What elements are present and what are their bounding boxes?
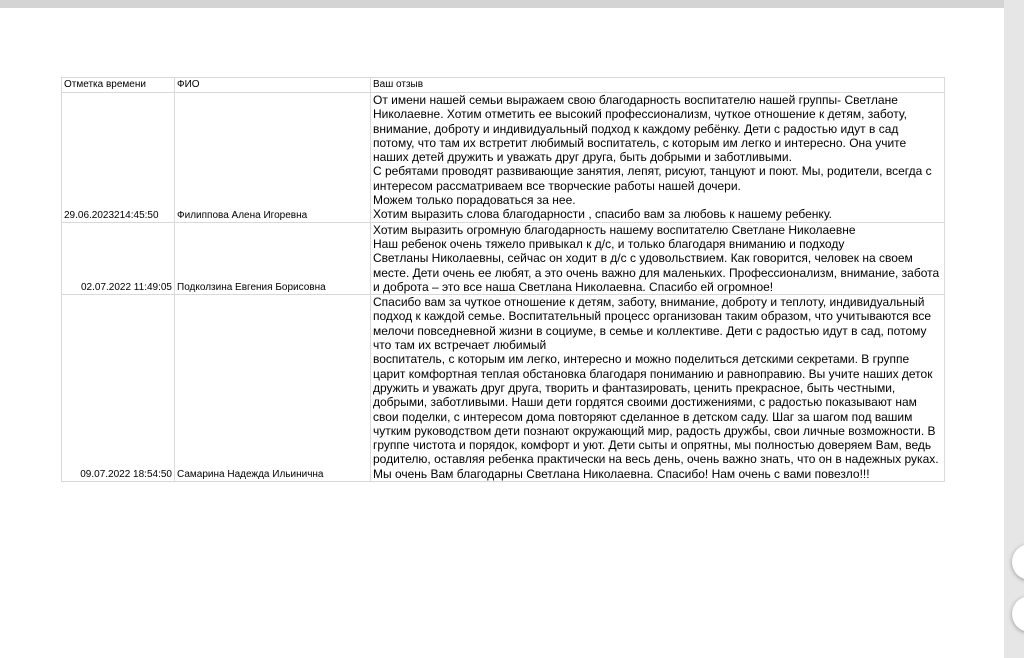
row-timestamp: 29.06.2023214:45:50 (62, 93, 175, 223)
table-row (62, 295, 945, 482)
row-name: Филиппова Алена Игоревна (175, 93, 371, 223)
table-header-row (62, 78, 945, 93)
reviews-table (61, 77, 945, 482)
row-timestamp: 09.07.2022 18:54:50 (62, 295, 175, 482)
row-review: От имени нашей семьи выражаем свою благодарность воспитателю нашей группы- Светлане Николаевне. Хотим отметить ее высокий профессионализм, чуткое отношение к детям, заботу, внимание, доброту и индивидуальный подход к каждому ребёнку. Дети с радостью идут в сад потому, что там их встретит любимый воспитатель, с которым им легко и интересно. Она учите наших детей дружить и уважать друг друга, быть добрыми и заботливыми. С ребятами проводят развивающие занятия, лепят, рисуют, танцуют и поют. Мы, родители, всегда с интересом рассматриваем все творческие работы нашей дочери. Можем только порадоваться за нее. Хотим выразить слова благодарности , спасибо вам за любовь к нашему ребенку. (371, 93, 945, 223)
row-name: Самарина Надежда Ильинична (175, 295, 371, 482)
table-row (62, 222, 945, 294)
row-name: Подколзина Евгения Борисовна (175, 222, 371, 294)
row-timestamp: 02.07.2022 11:49:05 (62, 222, 175, 294)
header-timestamp: Отметка времени (62, 78, 175, 93)
table-row (62, 93, 945, 223)
header-name: ФИО (175, 78, 371, 93)
row-review: Спасибо вам за чуткое отношение к детям, заботу, внимание, доброту и теплоту, индивидуальный подход к каждой семье. Воспитательный процесс организован таким образом, что учитываются все мелочи повседневной жизни в социуме, в семье и коллективе. Дети с радостью идут в сад, потому что там их встречает любимый воспитатель, с которым им легко, интересно и можно поделиться детскими секретами. В группе царит комфортная теплая обстановка благодаря пониманию и равноправию. Вы учите наших деток дружить и уважать друг друга, творить и фантазировать, ценить прекрасное, быть честными, добрыми, заботливыми. Наши дети гордятся своими достижениями, с радостью показывают нам свои поделки, с интересом дома повторяют сделанное в детском саду. Шаг за шагом под вашим чутким руководством дети познают окружающий мир, радость дружбы, свои личные возможности. В группе чистота и порядок, комфорт и уют. Дети сыты и опрятны, мы полностью доверяем Вам, ведь родителю, оставляя ребенка практически на весь день, очень важно знать, что он в надежных руках. Мы очень Вам благодарны Светлана Николаевна. Спасибо! Нам очень с вами повезло!!! (371, 295, 945, 482)
row-review: Хотим выразить огромную благодарность нашему воспитателю Светлане Николаевне Наш ребенок очень тяжело привыкал к д/с, и только благодаря вниманию и подходу Светланы Николаевны, сейчас он ходит в д/с с удовольствием. Как говорится, человек на своем месте. Дети очень ее любят, а это очень важно для маленьких. Профессионализм, внимание, забота и доброта – это все наша Светлана Николаевна. Спасибо ей огромное! (371, 222, 945, 294)
header-review: Ваш отзыв (371, 78, 945, 93)
document-page (0, 8, 1004, 658)
